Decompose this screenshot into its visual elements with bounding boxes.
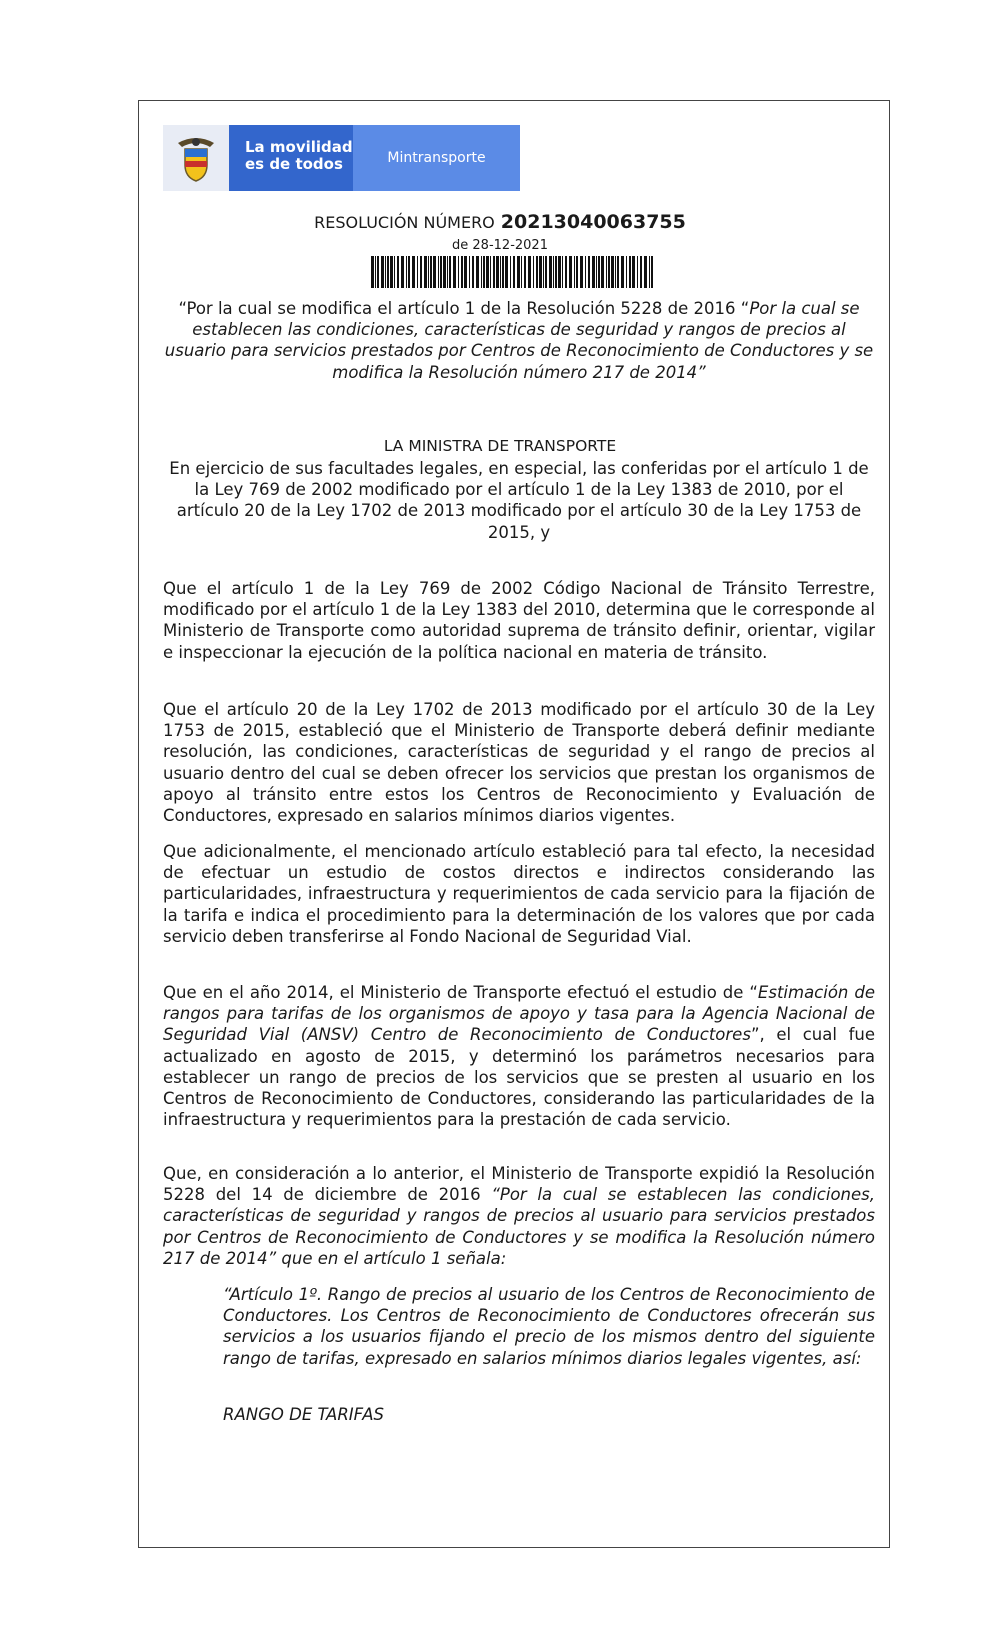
- barcode-bar: [443, 256, 446, 288]
- barcode-bar: [464, 256, 467, 288]
- barcode-bar: [447, 256, 448, 288]
- barcode-bar: [543, 256, 544, 288]
- logo-slogan: [229, 125, 353, 191]
- ministry-logo: [163, 125, 520, 191]
- barcode-bar: [496, 256, 499, 288]
- barcode-bar: [596, 256, 597, 288]
- barcode-bar: [472, 256, 474, 288]
- barcode-bar: [569, 256, 572, 288]
- barcode-bar: [513, 256, 515, 288]
- resolution-title: [0, 211, 1000, 233]
- barcode-bar: [397, 256, 399, 288]
- barcode-bar: [486, 256, 489, 288]
- barcode-bar: [592, 256, 595, 288]
- paragraph-1: Que el artículo 1 de la Ley 769 de 2002 Código Nacional de Tránsito Terrestre, modificado por el artículo 1 de la Ley 1383 del 2010, determina que le corresponde al Ministerio de Transporte como autoridad suprema de tránsito definir, orientar, vigilar e inspeccionar la ejecución de la política nacional en materia de tránsito.: [163, 579, 875, 662]
- barcode-bar: [412, 256, 415, 288]
- exercise-paragraph: En ejercicio de sus facultades legales, en especial, las conferidas por el artículo 1 de la Ley 769 de 2002 modificado por el artículo 1 de la Ley 1383 de 2010, por el artículo 20 de la Ley 1702 de 2013 modificado por el artículo 30 de la Ley 1753 de 2015, y: [169, 459, 869, 542]
- paragraph-2: Que el artículo 20 de la Ley 1702 de 2013 modificado por el artículo 30 de la Ley 1753 de 2015, estableció que el Ministerio de Transporte deberá definir mediante resolución, las condiciones, características de seguridad y el rango de precios al usuario dentro del cual se deben ofrecer los servicios que prestan los organismos de apoyo al tránsito entre estos los Centros de Reconocimiento y Evaluación de Conductores, expresado en salarios mínimos diarios vigentes.: [163, 700, 875, 826]
- barcode-bar: [598, 256, 600, 288]
- barcode-bar: [562, 256, 563, 288]
- barcode-bar: [580, 256, 583, 288]
- barcode-bar: [539, 256, 542, 288]
- barcode-bar: [615, 256, 616, 288]
- barcode-bar: [629, 256, 631, 288]
- barcode-bar: [626, 256, 627, 288]
- barcode-bar: [417, 256, 418, 288]
- barcode-bar: [536, 256, 538, 288]
- barcode-bar: [490, 256, 491, 288]
- barcode-bar: [453, 256, 456, 288]
- barcode-bar: [611, 256, 614, 288]
- resolution-number: 20213040063755: [500, 211, 686, 233]
- barcode-bar: [433, 256, 436, 288]
- barcode-bar: [545, 256, 547, 288]
- barcode-bar: [438, 256, 439, 288]
- barcode-bar: [585, 256, 586, 288]
- barcode-bar: [428, 256, 429, 288]
- barcode-bar: [553, 256, 554, 288]
- barcode-bar: [385, 256, 386, 288]
- paragraph-5-start: Que, en consideración a lo anterior, el Ministerio de Transporte expidió la Resolución 5228 del 14 de diciembre de 2016: [163, 1164, 875, 1205]
- resolution-label: RESOLUCIÓN NÚMERO: [314, 213, 495, 232]
- paragraph-4-study-title: Estimación de rangos para tarifas de los organismos de apoyo y tasa para la Agencia Nacional de Seguridad Vial (ANSV) Centro de Reconocimiento de Conductores: [163, 983, 875, 1045]
- barcode-bar: [377, 256, 379, 288]
- article-quote-text: “Artículo 1º. Rango de precios al usuario de los Centros de Reconocimiento de Conductores. Los Centros de Reconocimiento de Conductores ofrecerán sus servicios a los usuarios fijando el precio de los mismos dentro del siguiente rango de tarifas, expresado en salarios mínimos diarios legales vigentes, así:: [223, 1285, 875, 1368]
- barcode-bar: [565, 256, 567, 288]
- barcode-bar: [606, 256, 607, 288]
- barcode-bar: [608, 256, 610, 288]
- barcode-bar: [502, 256, 504, 288]
- barcode-bar: [420, 256, 422, 288]
- paragraph-5: [163, 1163, 875, 1269]
- paragraph-4-start: Que en el año 2014, el Ministerio de Transporte efectuó el estudio de “: [163, 983, 758, 1002]
- paragraph-3: Que adicionalmente, el mencionado artículo estableció para tal efecto, la necesidad de efectuar un estudio de costos directos e indirectos considerando las particularidades, infraestructura y requerimientos de cada servicio para la fijación de la tarifa e indica el procedimiento para la determinación de los valores que por cada servicio deben transferirse al Fondo Nacional de Seguridad Vial.: [163, 842, 875, 946]
- barcode-bar: [481, 256, 482, 288]
- barcode-bar: [505, 256, 508, 288]
- barcode-bar: [406, 256, 407, 288]
- barcode-bar: [640, 256, 642, 288]
- barcode-bar: [424, 256, 427, 288]
- barcode-bar: [390, 256, 393, 288]
- barcode-bar: [510, 256, 511, 288]
- logo-brand: Mintransporte: [353, 125, 520, 191]
- barcode-bar: [430, 256, 432, 288]
- barcode-bar: [601, 256, 604, 288]
- paragraph-4: [163, 982, 875, 1130]
- barcode-bar: [394, 256, 395, 288]
- barcode-bar: [469, 256, 470, 288]
- barcode-bar: [381, 256, 384, 288]
- subject-paragraph: [163, 298, 875, 383]
- minister-heading: LA MINISTRA DE TRANSPORTE: [383, 437, 617, 455]
- barcode-bar: [517, 256, 520, 288]
- barcode-bar: [644, 256, 647, 288]
- barcode-bar: [408, 256, 410, 288]
- barcode-bar: [461, 256, 463, 288]
- paragraph-5-italic: “Por la cual se establecen las condiciones, características de seguridad y rangos de precios al usuario para servicios prestados por Centros de Reconocimiento de Conductores y se modifica la Resolución número 217 de 2014” que en el artículo 1 señala:: [163, 1185, 875, 1268]
- barcode-bar: [521, 256, 522, 288]
- barcode-bar: [387, 256, 389, 288]
- barcode-bar: [574, 256, 575, 288]
- paragraph-4-end: ”, el cual fue actualizado en agosto de 2015, y determinó los parámetros necesarios para establecer un rango de precios de los servicios que se presten al usuario en los Centros de Reconocimiento de Conductores, considerando las particularidades de la infraestructura y requerimientos para la prestación de cada servicio.: [163, 1025, 875, 1130]
- barcode-bar: [449, 256, 451, 288]
- barcode-bar: [621, 256, 624, 288]
- resolution-date: de 28-12-2021: [452, 238, 548, 253]
- barcode-bar: [401, 256, 404, 288]
- barcode-bar: [371, 256, 374, 288]
- barcode-bar: [524, 256, 526, 288]
- logo-line-1: La movilidad: [245, 138, 353, 156]
- barcode-bar: [549, 256, 552, 288]
- logo-line-2: es de todos: [245, 155, 343, 173]
- barcode-bar: [528, 256, 531, 288]
- barcode-bar: [637, 256, 638, 288]
- barcode-bar: [500, 256, 501, 288]
- barcode-bar: [558, 256, 561, 288]
- barcode-bar: [375, 256, 376, 288]
- subject-italic: Por la cual se establecen las condiciones, características de seguridad y rangos de precios al usuario para servicios prestados por Centros de Reconocimiento de Conductores y se modifica la Resolución número 217 de 2014”: [164, 299, 874, 382]
- coat-of-arms-icon: [163, 125, 229, 191]
- barcode-bar: [476, 256, 479, 288]
- barcode-bar: [493, 256, 495, 288]
- barcode-bar: [533, 256, 534, 288]
- range-title: [223, 1404, 875, 1425]
- barcode: [371, 256, 654, 288]
- barcode-bar: [576, 256, 578, 288]
- barcode-bar: [617, 256, 619, 288]
- article-quote: [223, 1284, 875, 1369]
- subject-text: “Por la cual se modifica el artículo 1 de la Resolución 5228 de 2016 “: [178, 299, 750, 318]
- barcode-bar: [649, 256, 650, 288]
- barcode-bar: [458, 256, 459, 288]
- barcode-bar: [588, 256, 590, 288]
- barcode-bar: [632, 256, 635, 288]
- range-title-text: RANGO DE TARIFAS: [223, 1405, 384, 1424]
- barcode-bar: [440, 256, 442, 288]
- barcode-bar: [651, 256, 653, 288]
- barcode-bar: [555, 256, 557, 288]
- barcode-bar: [483, 256, 485, 288]
